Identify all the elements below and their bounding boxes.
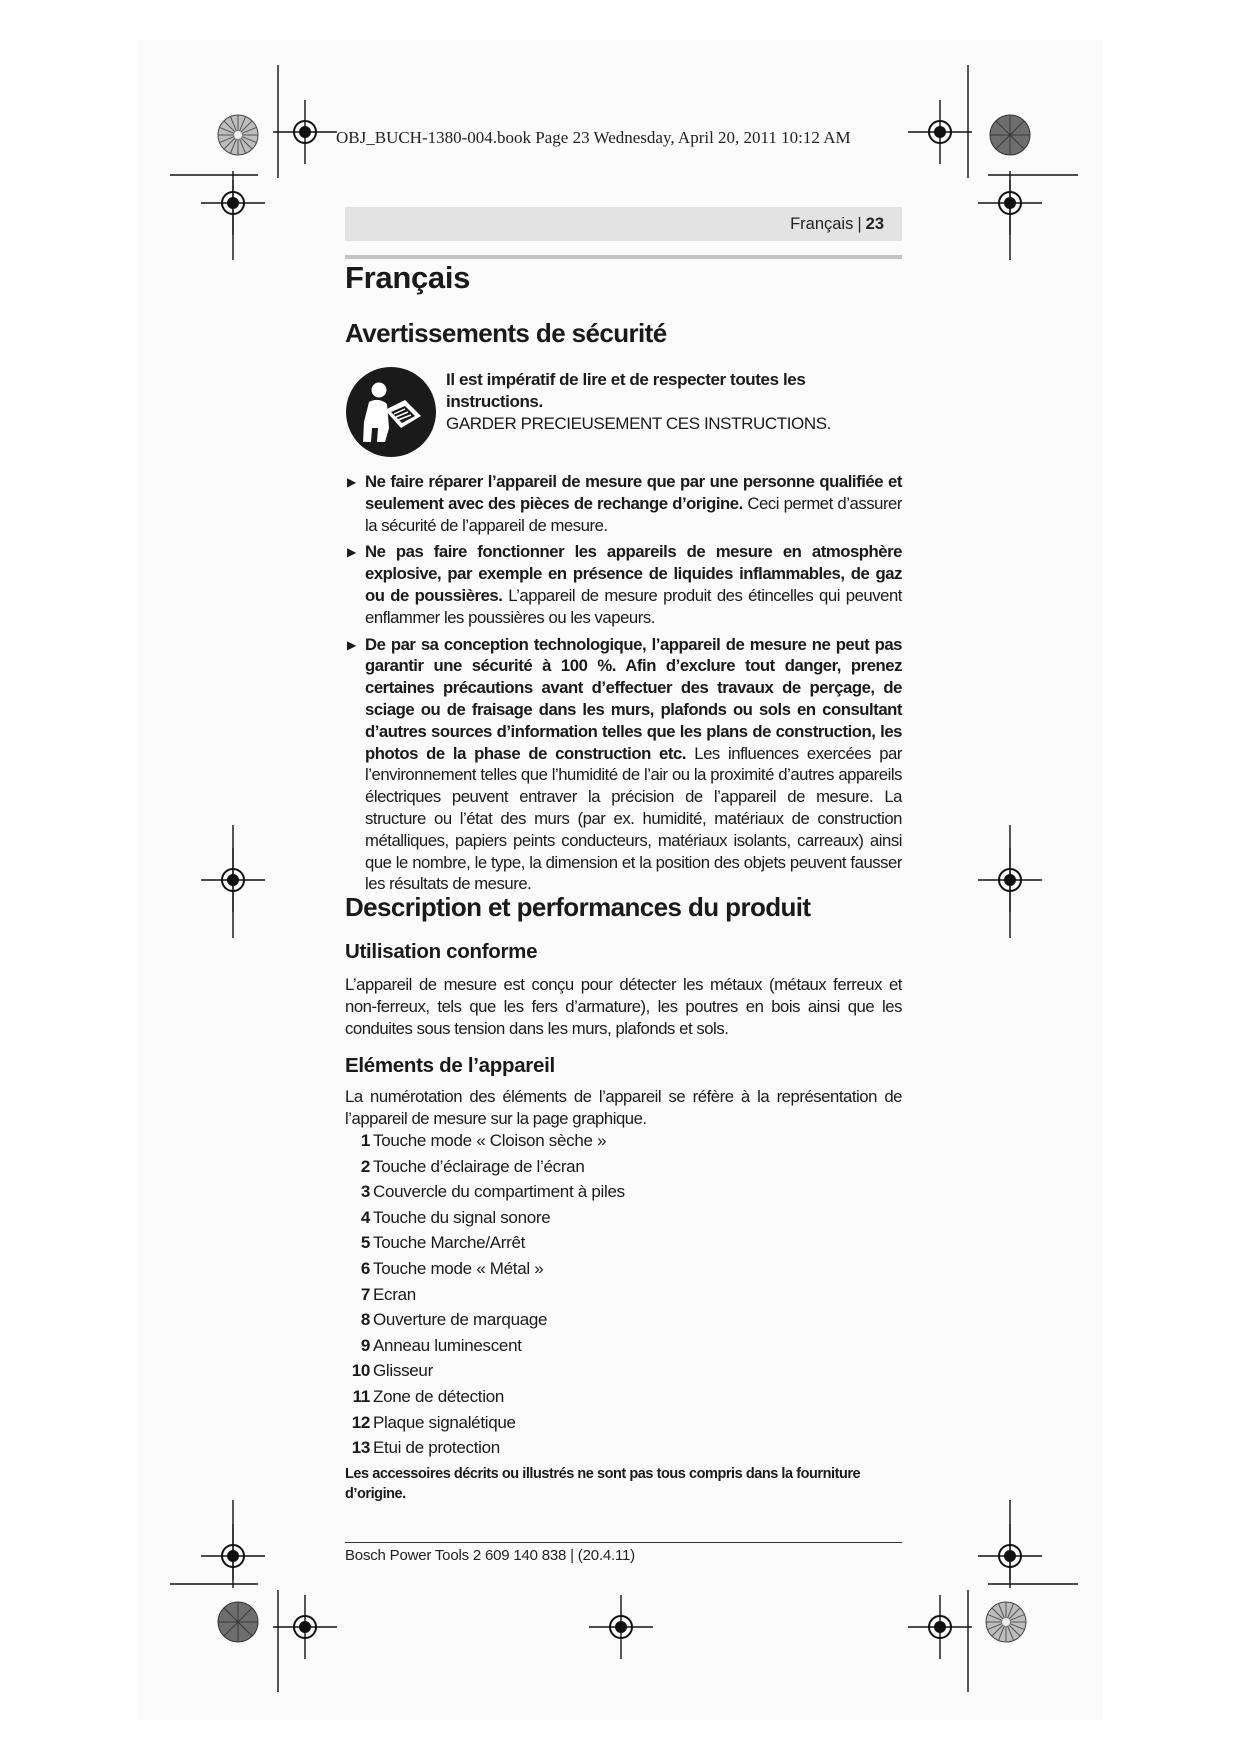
item-label: Touche du signal sonore	[373, 1207, 551, 1227]
description-heading: Description et performances du produit	[345, 892, 811, 922]
elements-heading: Eléments de l’appareil	[345, 1054, 555, 1077]
bullet-text: L’appareil de mesure produit des étincelles qui peuvent enflammer les poussières ou les vapeurs.	[365, 585, 902, 627]
item-number: 1	[360, 1131, 370, 1150]
list-item	[345, 1282, 625, 1308]
usage-heading: Utilisation conforme	[345, 940, 538, 963]
item-label: Touche mode « Cloison sèche »	[373, 1131, 607, 1150]
running-head	[345, 207, 902, 241]
item-label: Glisseur	[373, 1361, 433, 1381]
safety-intro-text	[446, 369, 902, 435]
read-manual-icon	[345, 366, 437, 458]
item-number: 10	[351, 1361, 370, 1381]
page-title: Français	[345, 260, 471, 295]
list-item	[345, 1435, 625, 1461]
list-item	[345, 1410, 625, 1436]
item-label: Plaque signalétique	[373, 1412, 516, 1432]
item-number: 8	[360, 1310, 370, 1330]
list-item	[345, 1154, 625, 1180]
list-item	[345, 1205, 625, 1231]
running-head-separator: |	[857, 215, 862, 233]
list-item	[345, 1333, 625, 1359]
list-item	[345, 1230, 625, 1256]
bullet-triangle-icon: ▶	[347, 475, 356, 489]
list-item	[345, 1384, 625, 1410]
safety-bullet	[345, 634, 902, 896]
item-label: Etui de protection	[373, 1438, 500, 1458]
item-number: 6	[360, 1258, 370, 1278]
item-number: 4	[360, 1207, 370, 1227]
elements-intro: La numérotation des éléments de l’appareil se réfère à la représentation de l’appareil de mesure sur la page graphique.	[345, 1087, 902, 1128]
safety-heading: Avertissements de sécurité	[345, 318, 667, 348]
item-label: Touche d’éclairage de l’écran	[373, 1156, 585, 1176]
bullet-bold: Ne faire réparer l’appareil de mesure que par une personne qualifiée et seulement avec des pièces de rechange d’origine.	[365, 472, 902, 513]
safety-bullet	[345, 541, 902, 628]
running-head-language: Français	[790, 215, 854, 233]
accessories-note: Les accessoires décrits ou illustrés ne sont pas tous compris dans la fourniture d’origine.	[345, 1466, 861, 1502]
item-number: 12	[351, 1412, 370, 1432]
item-label: Ecran	[373, 1284, 416, 1304]
item-number: 3	[360, 1182, 370, 1202]
item-number: 5	[360, 1233, 370, 1253]
bullet-text: Les influences exercées par l’environnement telles que l’humidité de l’air ou la proximité d’autres appareils électriques peuvent entraver la précision de l’appareil de mesure. La structure ou l’état des murs (par ex. humidité, matériaux de construction métalliques, papiers peints conducteurs, matériaux isolants, carreaux) ainsi que le nombre, le type, la dimension et la position des objets peuvent fausser les résultats de mesure.	[365, 743, 902, 894]
list-item	[345, 1128, 625, 1154]
item-number: 9	[360, 1335, 370, 1355]
item-label: Touche Marche/Arrêt	[373, 1233, 526, 1253]
page-footer: Bosch Power Tools 2 609 140 838 | (20.4.11)	[345, 1547, 635, 1564]
list-item	[345, 1307, 625, 1333]
safety-intro-bold: Il est impératif de lire et de respecter toutes les instructions.	[446, 370, 806, 411]
page-number: 23	[865, 215, 884, 233]
bullet-text: Ceci permet d’assurer la sécurité de l’appareil de mesure.	[365, 493, 902, 535]
print-slug-header: OBJ_BUCH-1380-004.book Page 23 Wednesday, April 20, 2011 10:12 AM	[336, 128, 851, 147]
usage-text: L’appareil de mesure est conçu pour détecter les métaux (métaux ferreux et non-ferreux, tels que les fers d’armature), les poutres en bois ainsi que les conduites sous tension dans les murs, plafonds et sols.	[345, 975, 902, 1038]
item-number: 11	[352, 1386, 370, 1406]
bullet-bold: Ne pas faire fonctionner les appareils de mesure en atmosphère explosive, par exemple en présence de liquides inflammables, de gaz ou de poussières.	[365, 542, 902, 605]
item-label: Ouverture de marquage	[373, 1310, 548, 1330]
list-item	[345, 1256, 625, 1282]
item-number: 7	[360, 1284, 370, 1304]
bullet-triangle-icon: ▶	[347, 637, 356, 652]
item-number: 13	[351, 1438, 370, 1458]
item-label: Touche mode « Métal »	[373, 1258, 544, 1278]
bullet-bold: De par sa conception technologique, l’appareil de mesure ne peut pas garantir une sécurité à 100 %. Afin d’exclure tout danger, prenez certaines précautions avant d’effectuer des travaux de perçage, de sciage ou de fraisage dans les murs, plafonds ou sols en consultant d’autres sources d’information telles que les plans de construction, les photos de la phase de construction etc.	[365, 634, 902, 763]
list-item	[345, 1358, 625, 1384]
safety-bullets	[345, 471, 902, 900]
list-item	[345, 1179, 625, 1205]
item-label: Zone de détection	[373, 1386, 504, 1406]
safety-bullet	[345, 471, 902, 536]
safety-intro-caps: GARDER PRECIEUSEMENT CES INSTRUCTIONS.	[446, 414, 831, 433]
footer-rule	[345, 1542, 902, 1543]
item-label: Anneau luminescent	[373, 1335, 522, 1355]
bullet-triangle-icon: ▶	[347, 545, 356, 560]
item-number: 2	[360, 1156, 370, 1176]
elements-list	[345, 1128, 625, 1461]
safety-intro	[345, 366, 902, 466]
item-label: Couvercle du compartiment à piles	[373, 1182, 625, 1202]
